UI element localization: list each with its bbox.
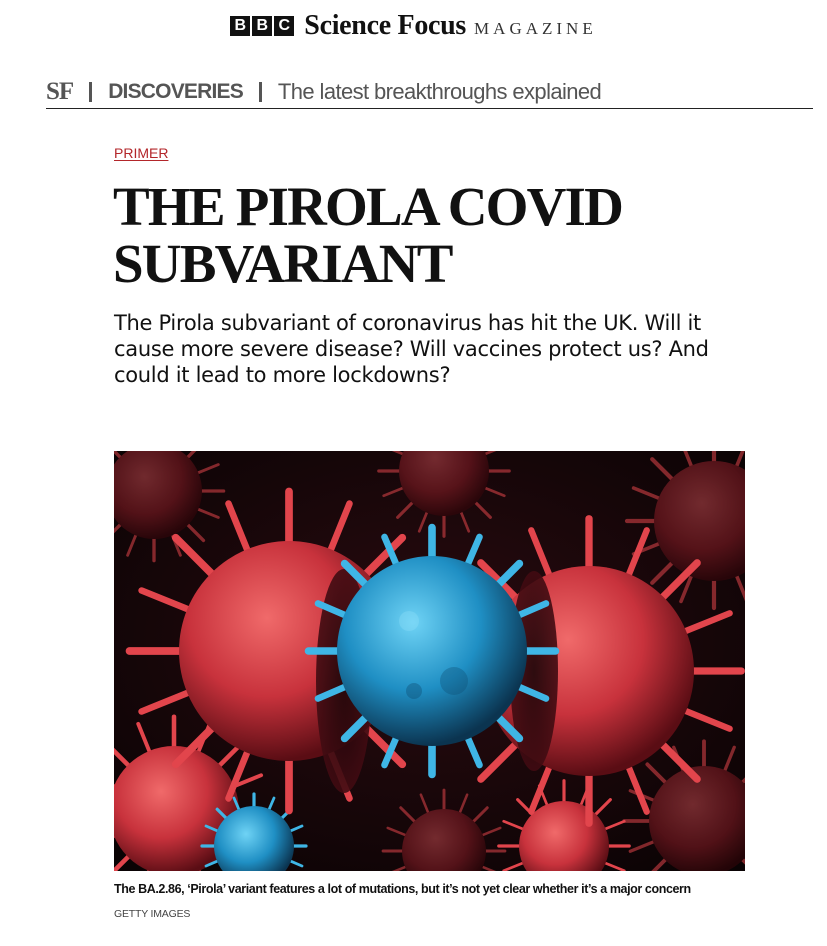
bbc-logo-letter: B [252,16,272,36]
strip-divider [259,82,262,102]
sf-logo[interactable]: SF [46,78,74,105]
virus-illustration [114,451,745,871]
section-tagline: The latest breakthroughs explained [277,79,602,104]
image-caption: The BA.2.86, ‘Pirola’ variant features a lot of mutations, but it’s not yet clear whether it’s a major concern [114,882,691,896]
section-link-discoveries[interactable]: DISCOVERIES [108,80,243,103]
section-strip [46,76,813,109]
article-headline [113,178,753,292]
brand-suffix: MAGAZINE [474,19,597,38]
brand-name[interactable]: Science Focus [304,10,467,41]
bbc-logo[interactable] [230,16,294,36]
headline-line: THE PIROLA COVID [113,176,623,237]
article-standfirst: The Pirola subvariant of coronavirus has hit the UK. Will it cause more severe disease? Will vaccines protect us? And could it lead to more lockdowns? [114,311,709,387]
hero-image [114,451,745,871]
masthead [0,10,827,42]
image-credit: GETTY IMAGES [114,908,191,920]
strip-divider [89,82,92,102]
category-tag-link[interactable]: PRIMER [114,145,169,161]
bbc-logo-letter: C [274,16,294,36]
bbc-logo-letter: B [230,16,250,36]
headline-line: SUBVARIANT [113,233,452,294]
